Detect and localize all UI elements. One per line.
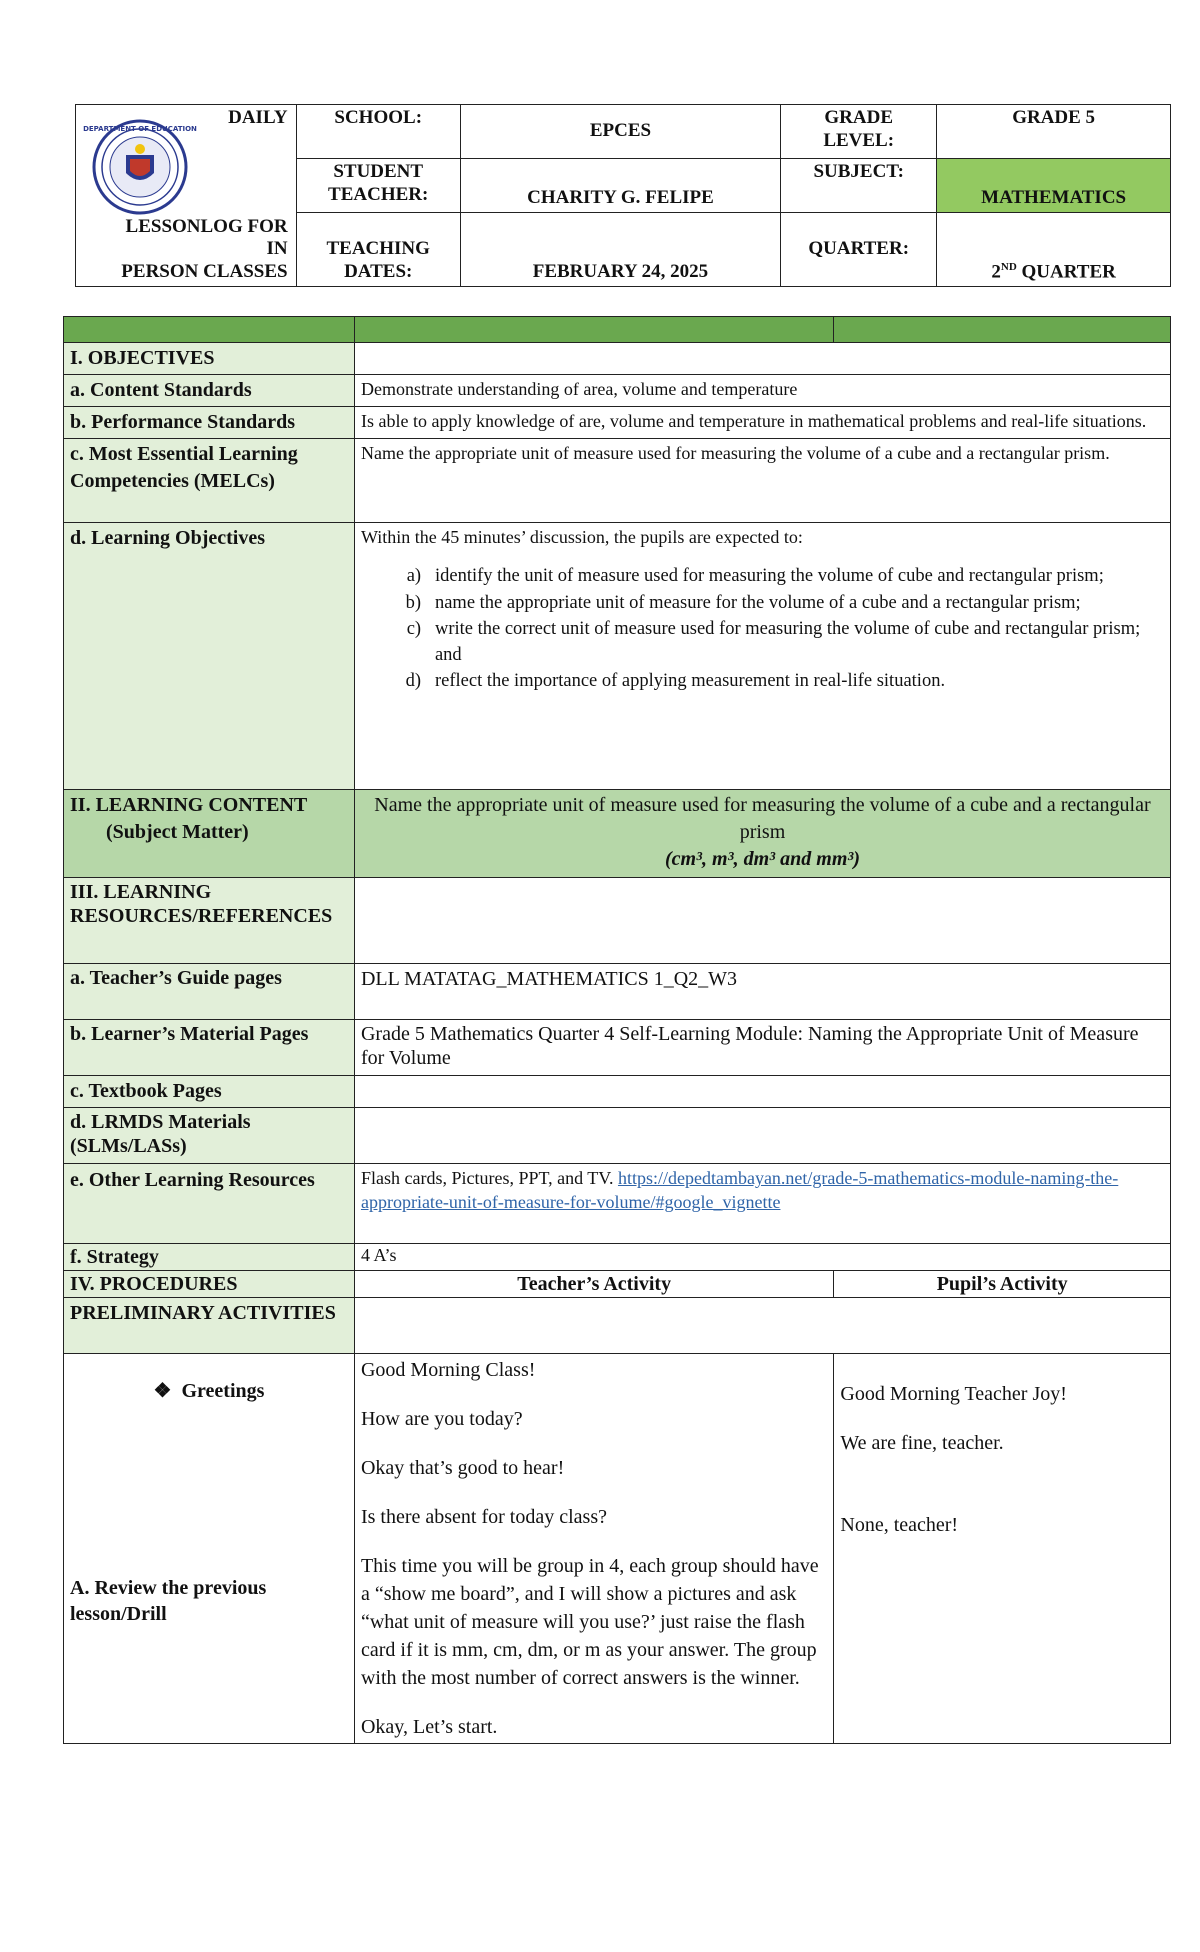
- quarter-value: 2ND QUARTER: [937, 213, 1171, 287]
- learning-objectives-list: [361, 563, 1164, 694]
- dates-label: TEACHING DATES:: [296, 213, 460, 287]
- performance-standards-label: b. Performance Standards: [64, 407, 355, 439]
- doc-subtitle: LESSONLOG FOR IN PERSON CLASSES: [121, 215, 288, 283]
- learning-objectives-value: [354, 523, 1170, 790]
- list-item: d. reflect the importance of applying measurement in real-life situation.: [435, 668, 1164, 694]
- learning-objectives-label: d. Learning Objectives: [64, 523, 355, 790]
- quarter-label: QUARTER:: [781, 213, 937, 287]
- learning-objectives-intro: Within the 45 minutes’ discussion, the pupils are expected to:: [360, 527, 803, 547]
- greetings-label: ❖ Greetings: [153, 1380, 265, 1402]
- teacher-line: How are you today?: [360, 1408, 523, 1430]
- learners-material-label: b. Learner’s Material Pages: [64, 1020, 355, 1076]
- pupil-line: None, teacher!: [840, 1514, 959, 1536]
- list-item: c. write the correct unit of measure used for measuring the volume of cube and rectangular prism; and: [435, 616, 1164, 669]
- lrmds-label: d. LRMDS Materials (SLMs/LASs): [64, 1108, 355, 1164]
- learning-content-value: Name the appropriate unit of measure used for measuring the volume of a cube and a rectangular prism (cm³, m³, dm³ and mm³): [354, 790, 1170, 878]
- strategy-value: 4 A’s: [354, 1244, 1170, 1271]
- doc-title-cell: [76, 105, 297, 287]
- content-standards-label: a. Content Standards: [64, 375, 355, 407]
- list-item: a. identify the unit of measure used for measuring the volume of cube and rectangular prism;: [435, 563, 1164, 589]
- dates-value: FEBRUARY 24, 2025: [460, 213, 780, 287]
- preliminary-label: PRELIMINARY ACTIVITIES: [64, 1298, 355, 1354]
- resources-heading: III. LEARNING RESOURCES/REFERENCES: [64, 878, 355, 964]
- teacher-line: This time you will be group in 4, each group should have a “show me board”, and I will show a pictures and ask “what unit of measure will you use?’ just raise the flash card if it is mm, cm, dm, or m as your answer. The group with the most number of correct answers is the winner.: [360, 1555, 819, 1689]
- content-standards-value: Demonstrate understanding of area, volume and temperature: [354, 375, 1170, 407]
- lesson-table: [63, 316, 1171, 1744]
- list-item: b. name the appropriate unit of measure for the volume of a cube and a rectangular prism;: [435, 590, 1164, 616]
- pupil-activity-header: Pupil’s Activity: [834, 1271, 1171, 1298]
- school-value: EPCES: [460, 105, 780, 159]
- performance-standards-value: Is able to apply knowledge of are, volume and temperature in mathematical problems and real-life situations.: [354, 407, 1170, 439]
- other-resources-value: Flash cards, Pictures, PPT, and TV. https://depedtambayan.net/grade-5-mathematics-module-naming-the-appropriate-unit-of-measure-for-volume/#google_vignette: [354, 1164, 1170, 1244]
- melc-value: Name the appropriate unit of measure used for measuring the volume of a cube and a rectangular prism.: [354, 439, 1170, 523]
- deped-seal-logo: [83, 119, 197, 215]
- greetings-review-cell: [64, 1354, 355, 1744]
- teacher-label: STUDENT TEACHER:: [296, 159, 460, 213]
- textbook-label: c. Textbook Pages: [64, 1076, 355, 1108]
- teacher-line: Good Morning Class!: [360, 1359, 536, 1381]
- review-label: A. Review the previous lesson/Drill: [70, 1577, 267, 1625]
- deped-seal-icon: [83, 119, 197, 215]
- melc-label: c. Most Essential Learning Competencies (MELCs): [64, 439, 355, 523]
- diamond-bullet-icon: ❖: [153, 1380, 172, 1402]
- header-band: [64, 317, 1171, 343]
- grade-value: GRADE 5: [937, 105, 1171, 159]
- teacher-line: Okay, Let’s start.: [360, 1716, 498, 1738]
- teachers-guide-value: DLL MATATAG_MATHEMATICS 1_Q2_W3: [354, 964, 1170, 1020]
- svg-text:DEPARTMENT OF EDUCATION: DEPARTMENT OF EDUCATION: [83, 125, 197, 133]
- teacher-line: Okay that’s good to hear!: [360, 1457, 565, 1479]
- grade-label: GRADE LEVEL:: [781, 105, 937, 159]
- strategy-label: f. Strategy: [64, 1244, 355, 1271]
- pupil-line: Good Morning Teacher Joy!: [840, 1383, 1067, 1405]
- pupil-activity: [834, 1354, 1171, 1744]
- teachers-guide-label: a. Teacher’s Guide pages: [64, 964, 355, 1020]
- subject-label: SUBJECT:: [781, 159, 937, 213]
- header-table: [75, 104, 1171, 287]
- pupil-line: We are fine, teacher.: [840, 1432, 1004, 1454]
- resource-link[interactable]: https://depedtambayan.net/grade-5-mathematics-module-naming-the-appropriate-unit-of-measure-for-volume/#google_vignette: [360, 1168, 1119, 1213]
- teacher-activity-header: Teacher’s Activity: [354, 1271, 833, 1298]
- teacher-line: Is there absent for today class?: [360, 1506, 607, 1528]
- teacher-activity: [354, 1354, 833, 1744]
- objectives-heading: I. OBJECTIVES: [64, 343, 355, 375]
- school-label: SCHOOL:: [296, 105, 460, 159]
- teacher-value: CHARITY G. FELIPE: [460, 159, 780, 213]
- learning-content-label: II. LEARNING CONTENT (Subject Matter): [64, 790, 355, 878]
- other-resources-label: e. Other Learning Resources: [64, 1164, 355, 1244]
- doc-title: DAILY: [228, 107, 288, 128]
- learners-material-value: Grade 5 Mathematics Quarter 4 Self-Learning Module: Naming the Appropriate Unit of Measure for Volume: [354, 1020, 1170, 1076]
- subject-value: MATHEMATICS: [937, 159, 1171, 213]
- procedures-heading: IV. PROCEDURES: [64, 1271, 355, 1298]
